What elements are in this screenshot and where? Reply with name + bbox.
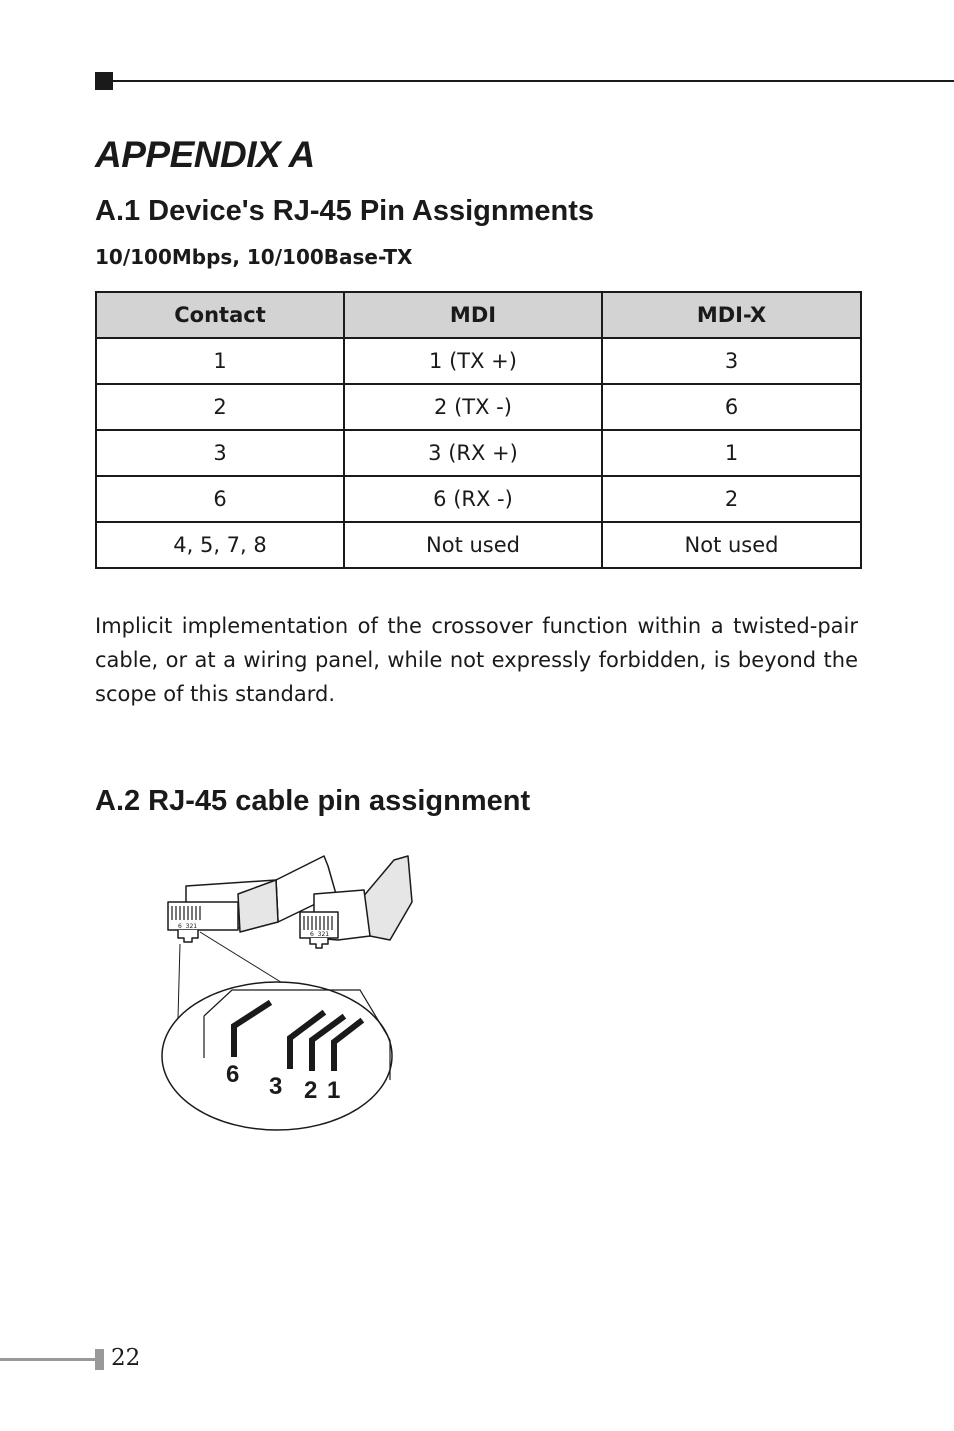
cell-contact: 6 (96, 476, 344, 522)
table-header-row (96, 292, 861, 338)
header-contact: Contact (96, 292, 344, 338)
header-mdi-x: MDI-X (602, 292, 861, 338)
magnified-view-ellipse (162, 982, 392, 1130)
left-plug-pin-label: 6 321 (178, 923, 198, 930)
crossover-note-paragraph: Implicit implementation of the crossover function within a twisted-pair cable, or at a wiring panel, while not expressly forbidden, is beyond the scope of this standard. (95, 614, 858, 706)
cell-mdi: Not used (344, 522, 602, 568)
rj45-cable-diagram (150, 850, 430, 1140)
section-1-subtitle: 10/100Mbps, 10/100Base-TX (95, 245, 413, 269)
section-2-title: A.2 RJ-45 cable pin assignment (95, 785, 531, 817)
right-plug-clip (310, 938, 328, 948)
cell-contact: 4, 5, 7, 8 (96, 522, 344, 568)
pin-label-2: 2 (304, 1077, 318, 1104)
cell-mdi: 1 (TX +) (344, 338, 602, 384)
table-row (96, 476, 861, 522)
cell-contact: 3 (96, 430, 344, 476)
footer-line (0, 1358, 95, 1361)
cell-contact: 1 (96, 338, 344, 384)
cell-mdi-x: 1 (602, 430, 861, 476)
cell-mdi-x: Not used (602, 522, 861, 568)
page-footer (0, 1345, 200, 1375)
appendix-title: APPENDIX A (95, 134, 315, 175)
right-plug-pin-label: 6 321 (310, 931, 330, 938)
cell-contact: 2 (96, 384, 344, 430)
pin-label-1: 1 (327, 1077, 341, 1104)
header-line (113, 80, 954, 82)
cell-mdi-x: 6 (602, 384, 861, 430)
section-1-title: A.1 Device's RJ-45 Pin Assignments (95, 195, 595, 227)
table-row (96, 430, 861, 476)
left-plug-clip (178, 930, 198, 942)
table-row (96, 384, 861, 430)
cell-mdi: 6 (RX -) (344, 476, 602, 522)
pin-label-3: 3 (269, 1073, 283, 1100)
cell-mdi-x: 2 (602, 476, 861, 522)
table-row (96, 522, 861, 568)
header-mdi: MDI (344, 292, 602, 338)
header-rule (95, 72, 954, 90)
pin-assignment-table (95, 291, 862, 569)
header-square-marker (95, 72, 113, 90)
footer-marker (95, 1349, 104, 1370)
pin-label-6: 6 (226, 1061, 240, 1088)
cell-mdi: 2 (TX -) (344, 384, 602, 430)
page-number: 22 (111, 1345, 141, 1371)
cell-mdi: 3 (RX +) (344, 430, 602, 476)
table-row (96, 338, 861, 384)
cell-mdi-x: 3 (602, 338, 861, 384)
